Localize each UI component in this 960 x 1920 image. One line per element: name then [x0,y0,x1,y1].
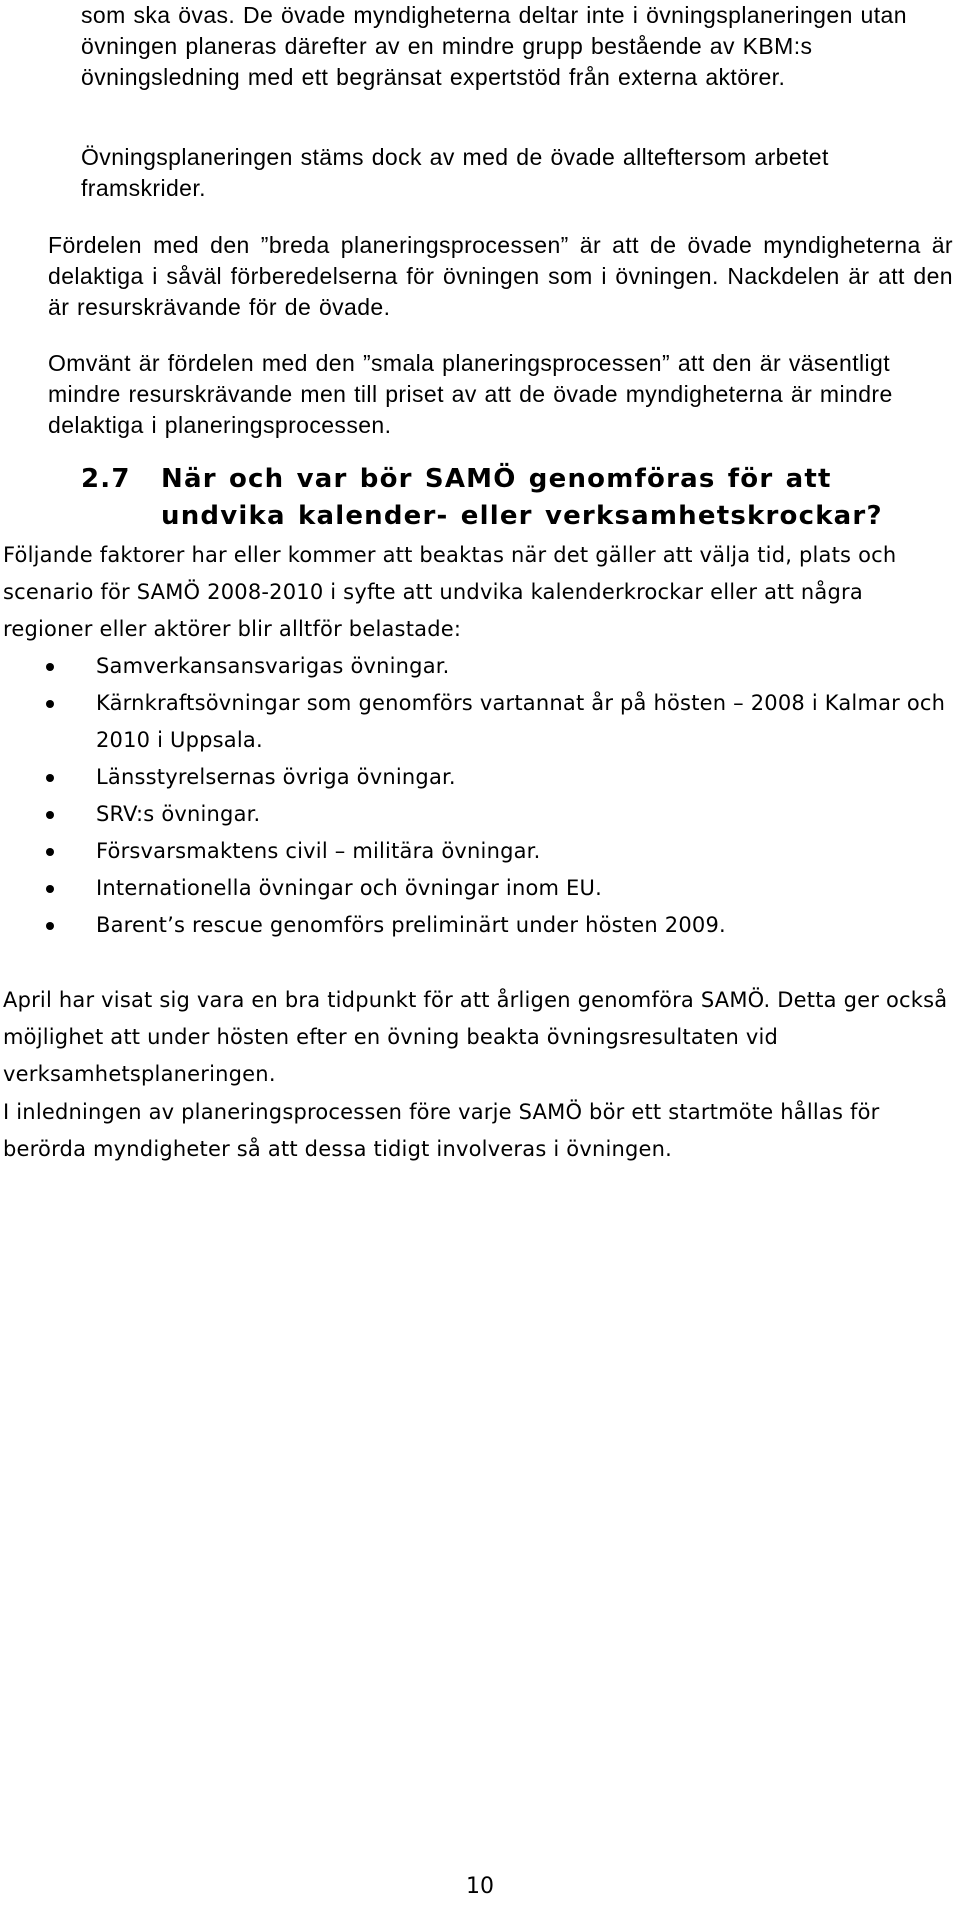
bullet-icon [46,848,54,856]
bullet-icon [46,885,54,893]
bullet-icon [46,922,54,930]
list-item: Försvarsmaktens civil – militära övningar. [0,833,958,870]
paragraph-exercise-planning: som ska övas. De övade myndigheterna deltar inte i övningsplaneringen utan övningen planeras därefter av en mindre grupp bestående av KBM:s övningsledning med ett begränsat expertstöd från externa aktörer. [81,2,907,90]
section-title-line2: undvika kalender- eller verksamhetskrockar? [161,501,883,531]
list-item: Kärnkraftsövningar som genomförs vartannat år på hösten – 2008 i Kalmar och 2010 i Uppsala. [0,685,958,759]
list-item: Länsstyrelsernas övriga övningar. [0,759,958,796]
paragraph-narrow-process-advantage: Omvänt är fördelen med den ”smala planeringsprocessen” att den är väsentligt mindre resurskrävande men till priset av att de övade myndigheterna är mindre delaktiga i planeringsprocessen. [48,350,893,438]
bullet-icon [46,700,54,708]
bullet-icon [46,811,54,819]
bullet-icon [46,663,54,671]
section-number: 2.7 [81,464,131,494]
paragraph-broad-process-advantage: Fördelen med den ”breda planeringsprocessen” är att de övade myndigheterna är delaktiga i såväl förberedelserna för övningen som i övningen. Nackdelen är att den är resurskrävande för de övade. [48,232,953,320]
page-number: 10 [466,1874,494,1899]
list-item: SRV:s övningar. [0,796,958,833]
paragraph-factors-intro: Följande faktorer har eller kommer att beaktas när det gäller att välja tid, plats och scenario för SAMÖ 2008-2010 i syfte att undvika kalenderkrockar eller att några regioner eller aktörer blir alltför belastade: [3,543,897,641]
bullet-icon [46,774,54,782]
section-heading [81,461,951,535]
list-item: Samverkansansvarigas övningar. [0,648,958,685]
paragraph-planning-coordination: Övningsplaneringen stäms dock av med de övade allteftersom arbetet framskrider. [81,144,829,201]
factor-bullet-list [0,648,958,944]
paragraph-startup-meeting: I inledningen av planeringsprocessen före varje SAMÖ bör ett startmöte hållas för berörda myndigheter så att dessa tidigt involveras i övningen. [3,1100,880,1161]
section-title-line1: När och var bör SAMÖ genomföras för att [161,464,832,494]
list-item: Internationella övningar och övningar inom EU. [0,870,958,907]
paragraph-april-timing: April har visat sig vara en bra tidpunkt för att årligen genomföra SAMÖ. Detta ger också möjlighet att under hösten efter en övning beakta övningsresultaten vid verksamhetsplaneringen. [3,988,948,1086]
list-item: Barent’s rescue genomförs preliminärt under hösten 2009. [0,907,958,944]
